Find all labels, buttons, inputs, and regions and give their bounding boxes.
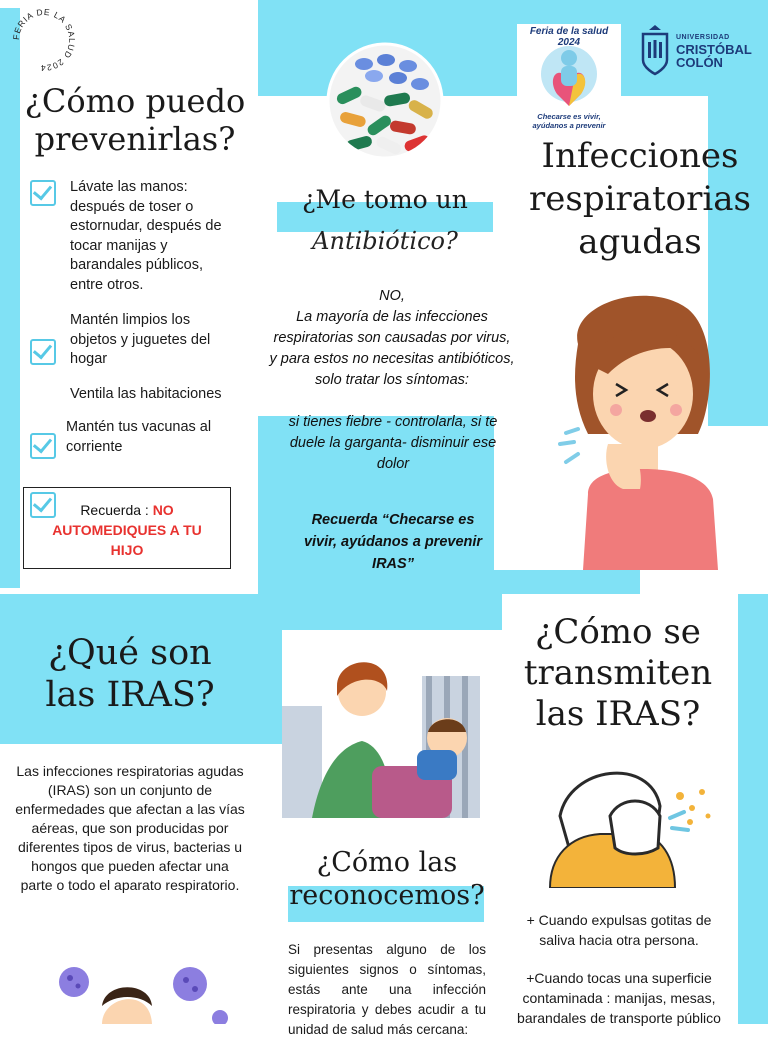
reminder-prefix: Recuerda :: [80, 502, 153, 518]
reminder-emphasis: NO AUTOMEDIQUES A TU HIJO: [52, 502, 202, 558]
university-logo: [636, 22, 764, 78]
virus-icon: [59, 967, 89, 997]
check-icon: [30, 433, 56, 459]
sneeze-image: [540, 756, 718, 888]
prevent-item-1: Lávate las manos: después de toser o estornudar, después de tocar manijas y barandales públicos, entre otros.: [70, 179, 222, 293]
bg-cyan-middle-left: [0, 8, 20, 588]
antibiotic-title: ¿Me tomo un: [302, 185, 468, 214]
university-name-2: COLÓN: [676, 55, 723, 70]
transmit-title: ¿Cómo se transmiten las IRAS?: [523, 612, 713, 734]
transmit-item-2: +Cuando tocas una superficie contaminada : manijas, mesas, barandales de transporte público: [517, 970, 721, 1026]
svg-text:FERIA DE LA SALUD 2024: [11, 7, 77, 73]
badge-text: FERIA DE LA SALUD 2024: [10, 6, 78, 74]
main-title: Infecciones respiratorias agudas: [529, 136, 751, 262]
antibiotic-slogan: Recuerda “Checarse es vivir, ayúdanos a prevenir IRAS”: [303, 512, 483, 572]
bg-cyan-bottom-right-strip: [738, 594, 768, 1024]
virus-illustration: [40, 956, 240, 1024]
pills-image: [326, 42, 444, 160]
university-small: UNIVERSIDAD: [676, 34, 730, 41]
mother-child-image: [282, 646, 490, 818]
shield-logo: [640, 24, 670, 76]
virus-icon: [212, 1010, 228, 1024]
reminder-box: [23, 487, 231, 569]
virus-icon: [173, 967, 207, 1001]
feria-logo-title: Feria de la salud 2024: [529, 26, 609, 48]
prevent-item-4: Mantén tus vacunas al corriente: [66, 419, 212, 455]
prevent-item-3: Ventila las habitaciones: [70, 386, 222, 402]
transmit-item-1: + Cuando expulsas gotitas de saliva hacia otra persona.: [526, 912, 712, 948]
antibiotic-title-script: Antibiótico?: [312, 227, 458, 255]
check-icon: [30, 339, 56, 365]
recognize-title: ¿Cómo las reconocemos?: [289, 847, 485, 911]
university-name-1: CRISTÓBAL: [676, 42, 752, 57]
recognize-body: Si presentas alguno de los siguientes signos o síntomas, estás ante una infección respiratoria y debes acudir a tu unidad de salud más cercana:: [288, 942, 486, 1037]
check-icon: [30, 180, 56, 206]
prevent-title: ¿Cómo puedo prevenirlas?: [24, 82, 246, 158]
antibiotic-body-2: si tienes fiebre - controlarla, si te duele la garganta- disminuir ese dolor: [288, 414, 498, 472]
feria-badge-circle: [8, 4, 80, 76]
antibiotic-no: NO,: [379, 288, 405, 304]
sick-woman-image: [548, 284, 728, 570]
what-title: ¿Qué son las IRAS?: [45, 633, 215, 715]
prevent-item-2: Mantén limpios los objetos y juguetes del hogar: [70, 312, 211, 367]
what-body: Las infecciones respiratorias agudas (IRAS) son un conjunto de enfermedades que afectan a las vías aéreas, que son producidas por diferentes tipos de virus, bacterias u hongos que pueden afectar una parte o todo el aparato respiratorio.: [15, 763, 245, 893]
feria-logo: [517, 24, 621, 132]
antibiotic-body: La mayoría de las infecciones respiratorias son causadas por virus, y para estos no necesitas antibióticos, solo tratar los síntomas:: [269, 309, 515, 388]
feria-logo-slogan: Checarse es vivir, ayúdanos a prevenir: [532, 112, 606, 130]
